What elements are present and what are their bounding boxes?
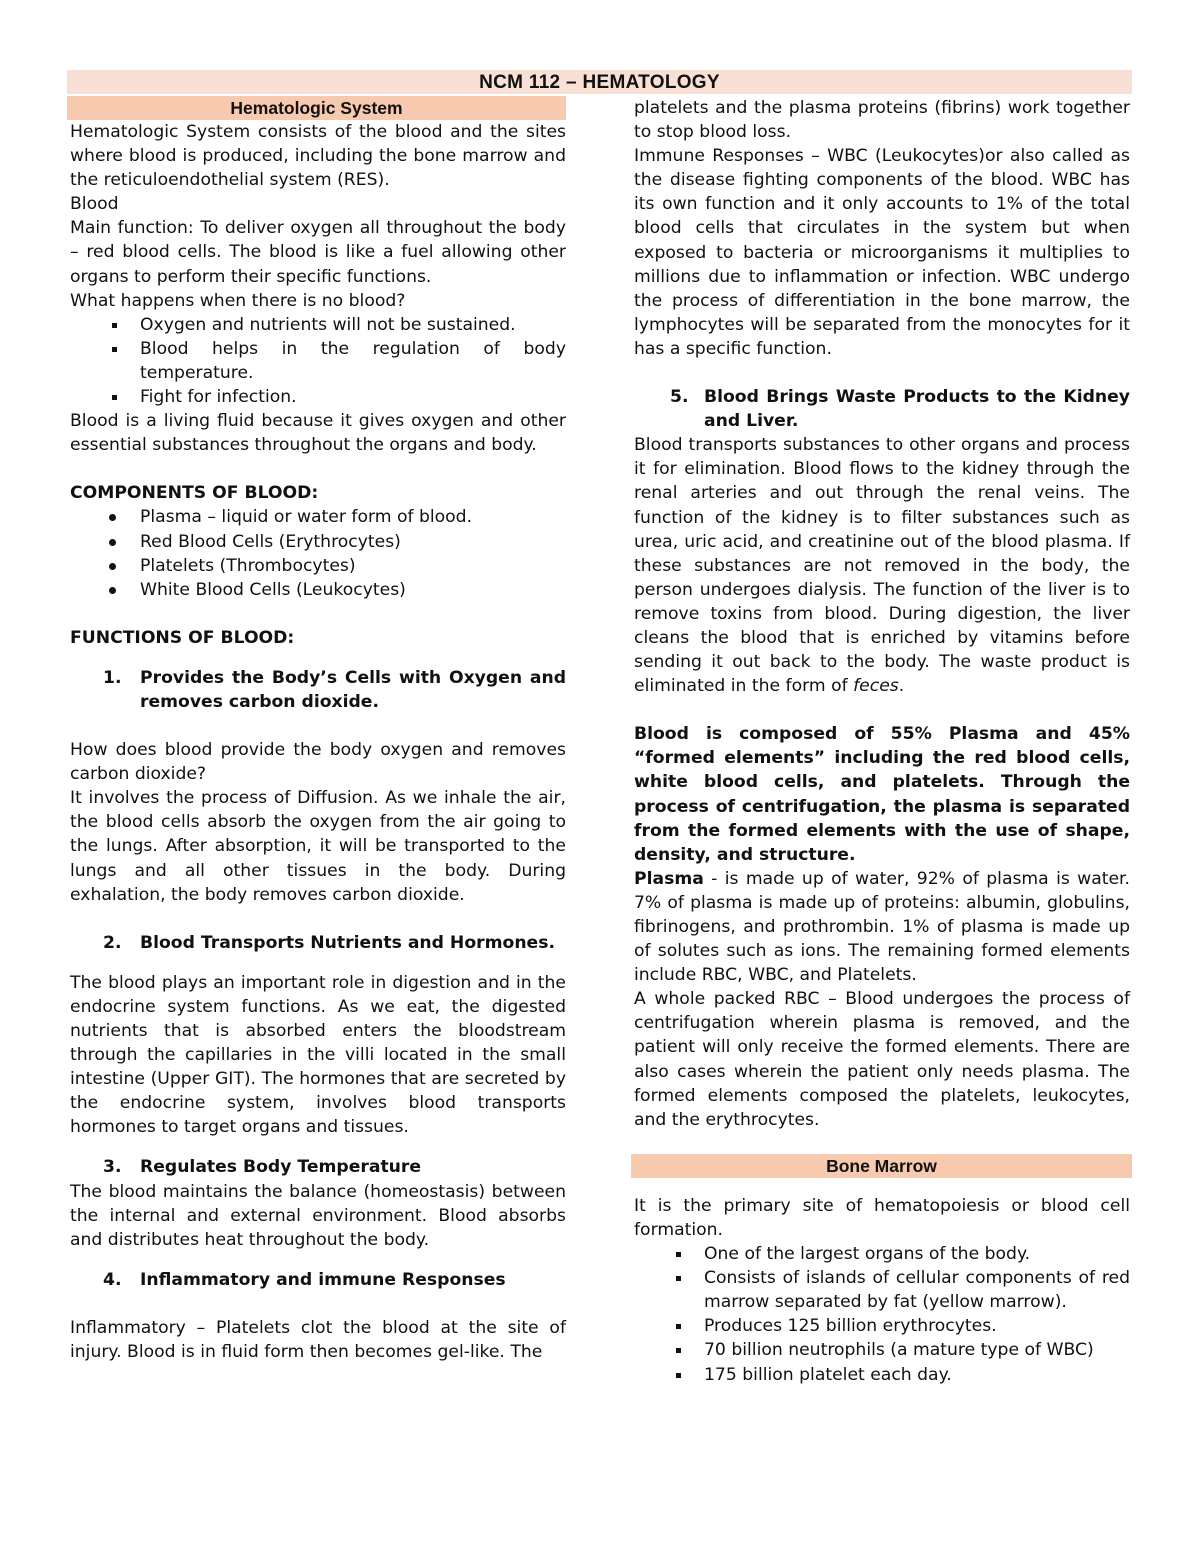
packed-rbc-paragraph: A whole packed RBC – Blood undergoes the process of centrifugation wherein plasma is removed, and the patient will only receive the formed elements. There are also cases wherein the patient only needs plasma. The formed elements composed the platelets, leukocytes, and the erythrocytes.	[634, 989, 1130, 1130]
components-heading: COMPONENTS OF BLOOD:	[70, 483, 319, 504]
list-item: Blood helps in the regulation of body temperature.	[70, 337, 566, 385]
function-2-title: Blood Transports Nutrients and Hormones.	[140, 932, 555, 953]
function-1-heading	[70, 666, 566, 714]
function-5-text-feces: feces	[853, 676, 899, 697]
list-item: Consists of islands of cellular components of red marrow separated by fat (yellow marrow).	[634, 1266, 1130, 1314]
main-function-paragraph: Main function: To deliver oxygen all throughout the body – red blood cells. The blood is like a fuel allowing other organs to perform their specific functions.	[70, 218, 566, 287]
function-5-number: 5.	[670, 387, 689, 408]
list-item: Fight for infection.	[70, 385, 566, 409]
list-item: 70 billion neutrophils (a mature type of WBC)	[634, 1338, 1130, 1362]
bone-marrow-intro: It is the primary site of hematopoiesis or blood cell formation.	[634, 1195, 1130, 1240]
section-header-hematologic-system: Hematologic System	[67, 96, 566, 120]
function-3-title: Regulates Body Temperature	[140, 1157, 422, 1178]
list-item: One of the largest organs of the body.	[634, 1242, 1130, 1266]
function-4-heading	[70, 1268, 566, 1292]
function-1-number: 1.	[103, 667, 122, 688]
no-blood-list	[70, 313, 566, 409]
list-item: Plasma – liquid or water form of blood.	[70, 505, 566, 529]
function-2-text: The blood plays an important role in digestion and in the endocrine system functions. As we eat, the digested nutrients that is absorbed enters the bloodstream through the capillaries in the villi located in the small intestine (Upper GIT). The hormones that are secreted by the endocrine system, involves blood transports hormones to target organs and tissues.	[70, 972, 566, 1138]
left-column	[70, 96, 566, 1364]
components-list	[70, 505, 566, 601]
plasma-label: Plasma	[634, 868, 704, 889]
function-3-heading	[70, 1155, 566, 1179]
list-item: Red Blood Cells (Erythrocytes)	[70, 530, 566, 554]
plasma-paragraph	[634, 867, 1130, 987]
bone-marrow-list	[634, 1242, 1130, 1387]
list-item: Produces 125 billion erythrocytes.	[634, 1314, 1130, 1338]
list-item: Oxygen and nutrients will not be sustained.	[70, 313, 566, 337]
immune-responses-paragraph: Immune Responses – WBC (Leukocytes)or also called as the disease fighting components of the blood. WBC has its own function and it only accounts to 1% of the total blood cells that circulates in the system but when exposed to bacteria or microorganisms it multiplies to millions due to inflammation or infection. WBC undergo the process of differentiation in the bone marrow, the lymphocytes will be separated from the monocytes for it has a specific function.	[634, 146, 1130, 359]
function-1-question: How does blood provide the body oxygen and removes carbon dioxide?	[70, 740, 566, 785]
function-4-text: Inflammatory – Platelets clot the blood at the site of injury. Blood is in fluid form then becomes gel-like. The	[70, 1317, 566, 1363]
blood-label: Blood	[70, 194, 119, 215]
continued-paragraph: platelets and the plasma proteins (fibrins) work together to stop blood loss.	[634, 98, 1130, 143]
function-4-number: 4.	[103, 1269, 122, 1290]
function-5-heading	[634, 385, 1130, 433]
intro-paragraph: Hematologic System consists of the blood and the sites where blood is produced, including the bone marrow and the reticuloendothelial system (RES).	[70, 122, 566, 191]
list-item: White Blood Cells (Leukocytes)	[70, 578, 566, 602]
function-3-number: 3.	[103, 1157, 122, 1178]
function-5-text-body: Blood transports substances to other organs and process it for elimination. Blood flows to the kidney through the renal arteries and out through the renal veins. The function of the kidney is to filter substances such as urea, uric acid, and creatinine out of the blood plasma. If these substances are not removed in the body, the person undergoes dialysis. The function of the liver is to remove toxins from blood. During digestion, the liver cleans the blood that is enriched by vitamins before sending it out back to the body. The waste product is eliminated in the form of	[634, 435, 1130, 697]
function-2-number: 2.	[103, 932, 122, 953]
list-item: 175 billion platelet each day.	[634, 1363, 1130, 1387]
plasma-text: - is made up of water, 92% of plasma is water. 7% of plasma is made up of proteins: albumin, globulins, fibrinogens, and prothrombin. 1% of plasma is made up of solutes such as ions. The remaining formed elements include RBC, WBC, and Platelets.	[634, 868, 1130, 986]
function-5-text-end: .	[898, 676, 905, 697]
functions-heading: FUNCTIONS OF BLOOD:	[70, 627, 295, 648]
function-3-text: The blood maintains the balance (homeostasis) between the internal and external environment. Blood absorbs and distributes heat throughout the body.	[70, 1181, 566, 1250]
function-5-text	[634, 433, 1130, 698]
no-blood-question: What happens when there is no blood?	[70, 290, 406, 311]
function-2-heading	[70, 931, 566, 955]
function-4-title: Inflammatory and immune Responses	[140, 1269, 506, 1290]
living-fluid-paragraph: Blood is a living fluid because it gives oxygen and other essential substances throughout the organs and body.	[70, 411, 566, 456]
list-item: Platelets (Thrombocytes)	[70, 554, 566, 578]
right-column	[634, 96, 1130, 1387]
document-title: NCM 112 – HEMATOLOGY	[67, 70, 1132, 94]
section-header-bone-marrow: Bone Marrow	[631, 1154, 1132, 1178]
function-1-text: It involves the process of Diffusion. As we inhale the air, the blood cells absorb the oxygen from the air going to the lungs. After absorption, it will be transported to the lungs and all other tissues in the body. During exhalation, the body removes carbon dioxide.	[70, 788, 566, 905]
function-5-title: Blood Brings Waste Products to the Kidney and Liver.	[704, 387, 1130, 432]
composition-paragraph: Blood is composed of 55% Plasma and 45% “formed elements” including the red blood cells, white blood cells, and platelets. Through the process of centrifugation, the plasma is separated from the formed elements with the use of shape, density, and structure.	[634, 724, 1130, 865]
function-1-title: Provides the Body’s Cells with Oxygen and removes carbon dioxide.	[140, 667, 566, 712]
